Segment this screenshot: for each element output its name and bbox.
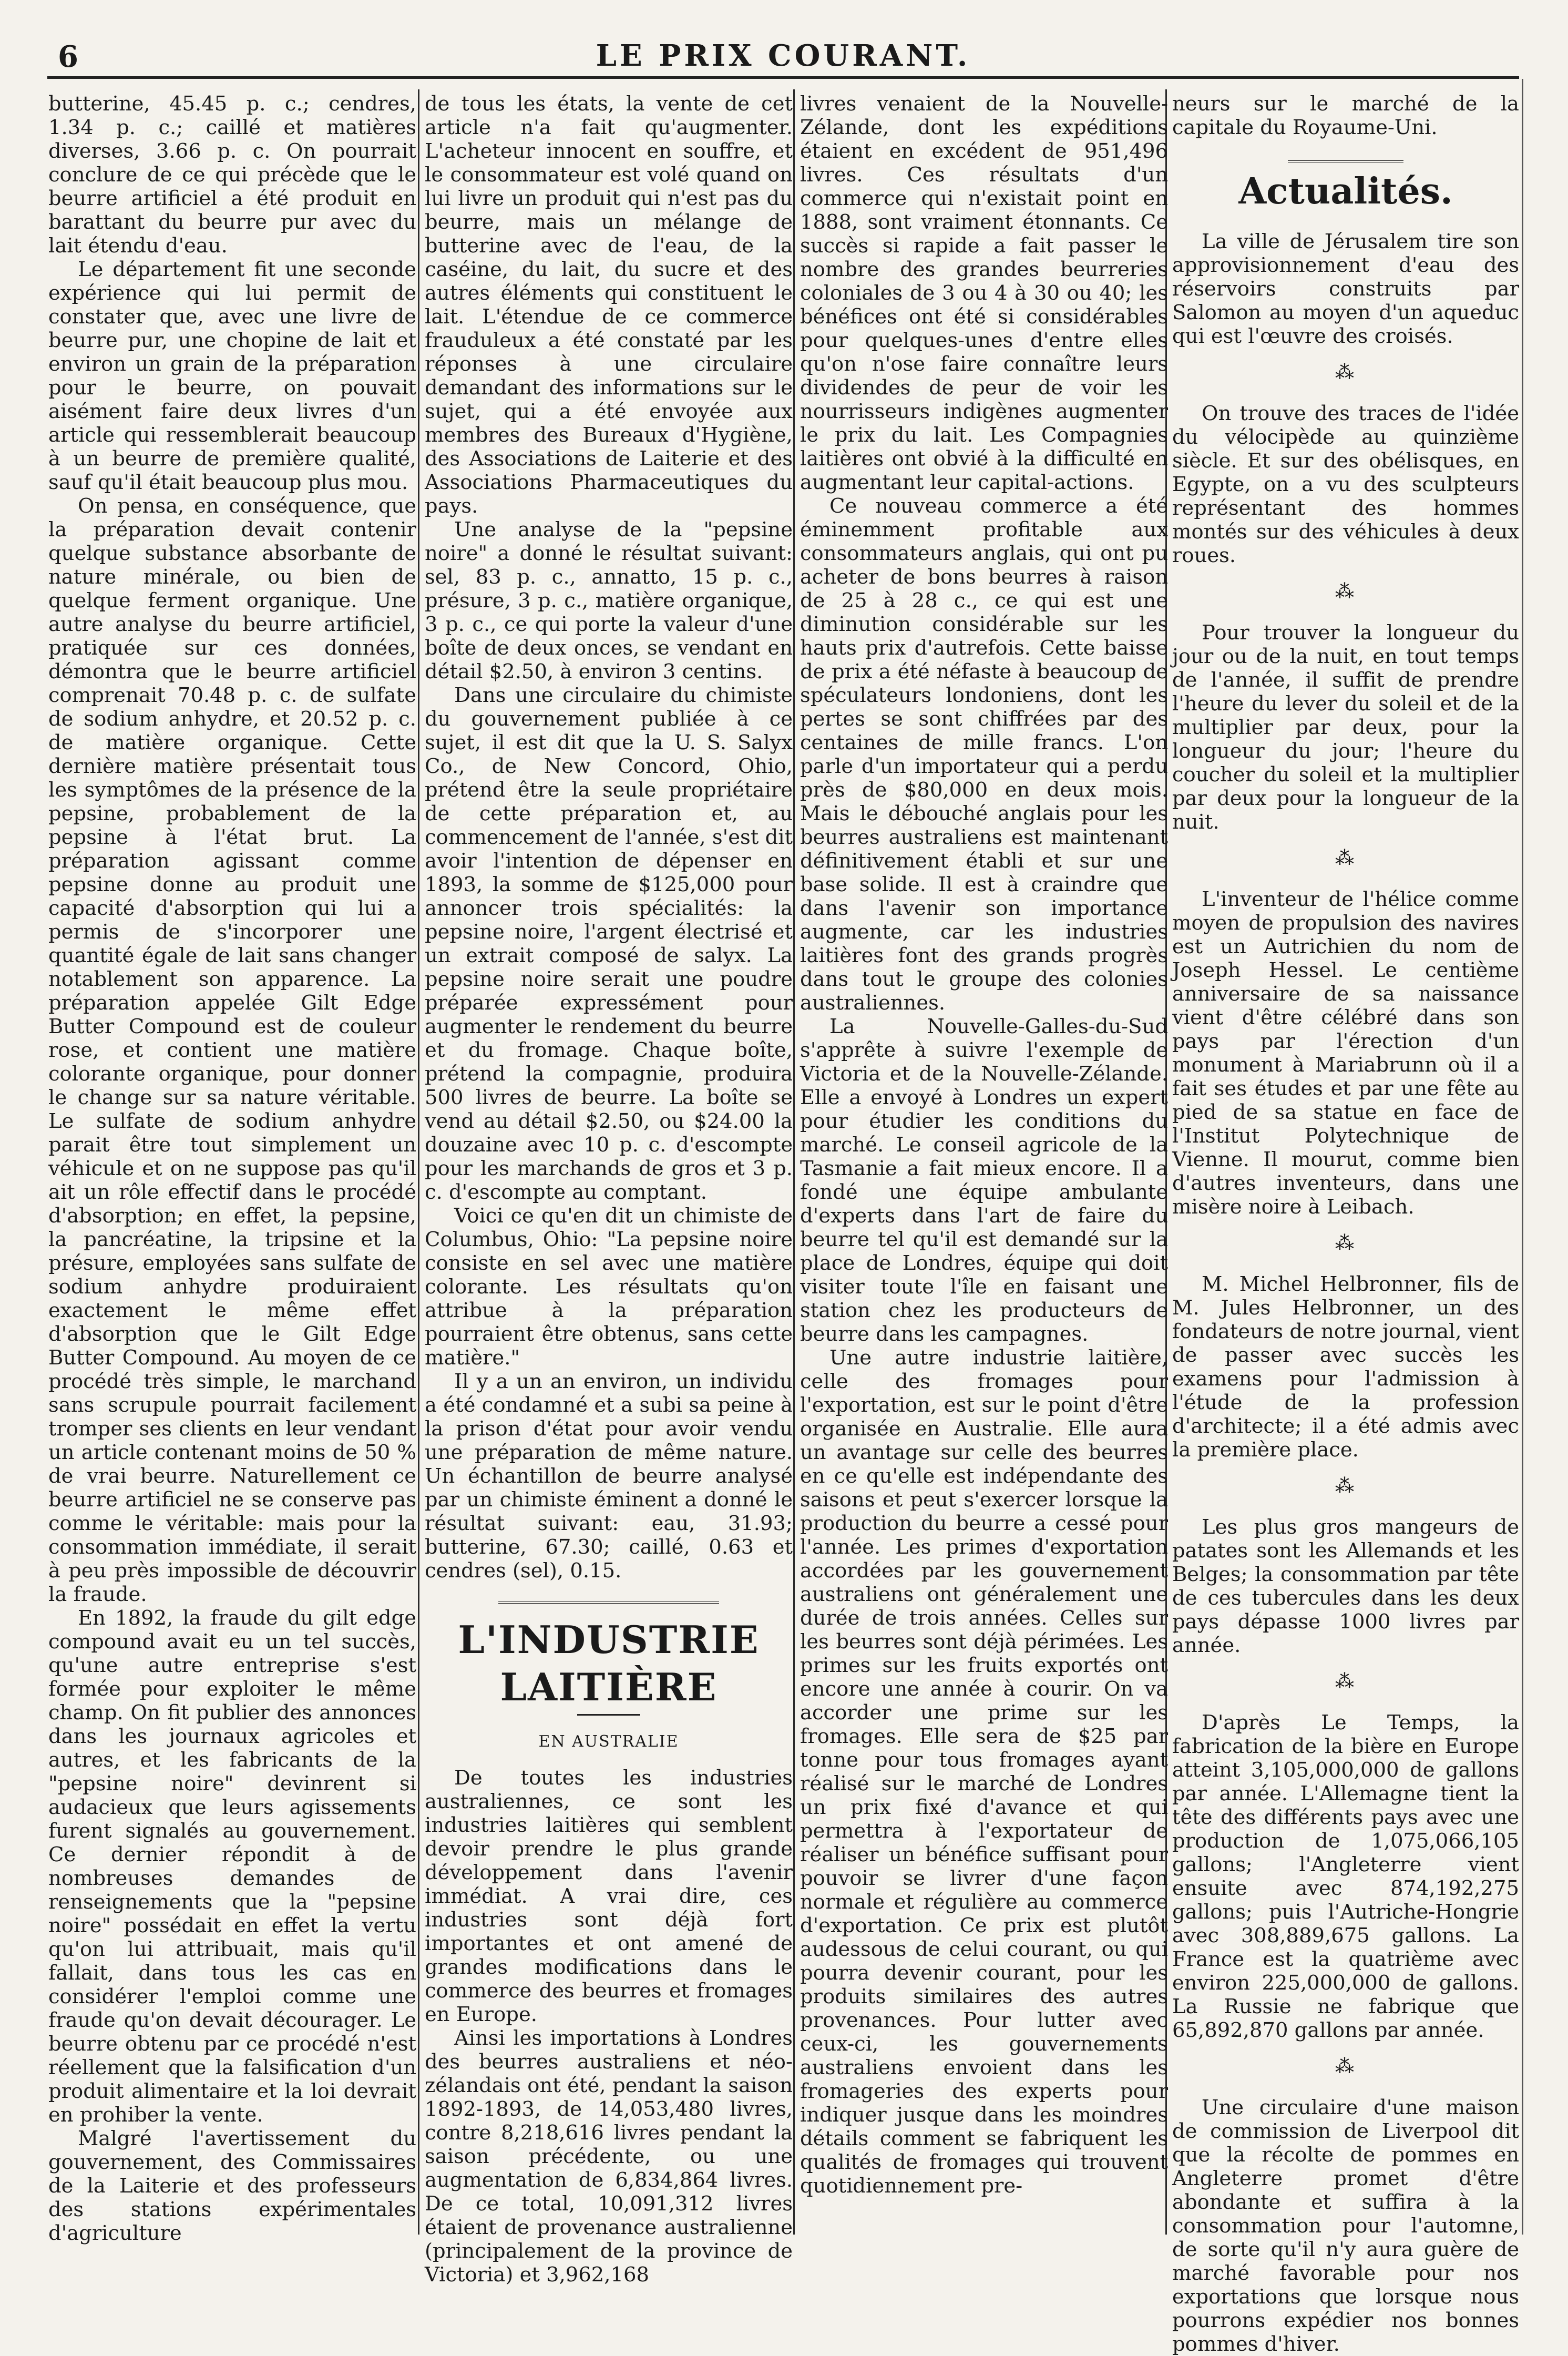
section-rule [498, 1602, 719, 1607]
separator-stars: ⁂ [1335, 2056, 1356, 2077]
separator-stars: ⁂ [1335, 362, 1356, 383]
separator-stars: ⁂ [1335, 1671, 1356, 1692]
separator-stars: ⁂ [1335, 581, 1356, 603]
news-item: Une circulaire d'une maison de commission de Liverpool dit que la récolte de pommes en Angleterre promet d'être abondante et suffira à la consommation pour l'automne, de sorte qu'il n'y aura guère de marché favorable pour nos exportations que lorsque nous pourrons expédier nos bonnes pommes d'hiver. [1172, 2096, 1519, 2356]
paragraph: Le département fit une seconde expérience qui lui permit de constater que, avec une livre de beurre pur, une chopine de lait et environ un grain de la préparation pour le beurre, on pouvait aisément faire deux livres d'un article qui ressemblerait beaucoup à un beurre de première qualité, sauf qu'il était beaucoup plus mou. [48, 258, 416, 494]
masthead-title: LE PRIX COURANT. [596, 38, 971, 73]
separator-stars: ⁂ [1335, 848, 1356, 869]
paragraph: Dans une circulaire du chimiste du gouvernement publiée à ce sujet, il est dit que la U. S. Salyx Co., de New Concord, Ohio, prétend être la seule propriétaire de cette préparation et, au commencement de l'année, s'est dit avoir l'intention de dépenser en 1893, la somme de $125,000 pour annoncer trois spécialités: la pepsine noire, l'argent électrisé et un extrait composé de salyx. La pepsine noire serait une poudre préparée expressément pour augmenter le rendement du beurre et du fromage. Chaque boîte, prétend la compagnie, produira 500 livres de beurre. La boîte se vend au détail $2.50, ou $24.00 la douzaine avec 10 p. c. d'escompte pour les marchands de gros et 3 p. c. d'escompte au comptant. [425, 684, 793, 1204]
news-item: L'inventeur de l'hélice comme moyen de propulsion des navires est un Autrichien du nom de Joseph Hessel. Le centième anniversaire de sa naissance vient d'être célébré dans son pays par l'érection d'un monument à Mariabrunn où il a fait ses études et par une fête au pied de sa statue en face de l'Institut Polytechnique de Vienne. Il mourut, comme bien d'autres inventeurs, dans une misère noire à Leibach. [1172, 888, 1519, 1219]
paragraph: Une autre industrie laitière, celle des fromages pour l'exportation, est sur le point d'être organisée en Australie. Elle aura un avantage sur celle des beurres en ce qu'elle est indépendante des saisons et peut s'exercer lorsque la production du beurre a cessé pour l'année. Les primes d'exportation accordées par les gouvernement australiens ont généralement une durée de trois années. Celles sur les beurres sont déjà périmées. Les primes sur les fruits exportés ont encore une année à courir. On va accorder une prime sur les fromages. Elle sera de $25 par tonne pour tous fromages ayant réalisé sur le marché de Londres un prix fixé d'avance et qui permettra à l'exportateur de réaliser un bénéfice suffisant pour pouvoir se livrer d'une façon normale et régulière au commerce d'exportation. Ce prix est plutôt audessous de celui courant, ou qui pourra devenir courant, pour les produits similaires des autres provenances. Pour lutter avec ceux-ci, les gouvernements australiens envoient dans les fromageries des experts pour indiquer jusque dans les moindres détails comment se fabriquent les qualités de fromages qui trouvent quotidiennement pre- [800, 1346, 1168, 2198]
separator-stars: ⁂ [1335, 1475, 1356, 1497]
column-1 [48, 92, 416, 2245]
paragraph: Une analyse de la "pepsine noire" a donné le résultat suivant: sel, 83 p. c., annatto, 15 p. c., présure, 3 p. c., matière organique, 3 p. c., ce qui porte la valeur d'une boîte de deux onces, se vendant en détail $2.50, à environ 3 centins. [425, 518, 793, 684]
paragraph: Il y a un an environ, un individu a été condamné et a subi sa peine à la prison d'état pour avoir vendu une préparation de même nature. Un échantillon de beurre analysé par un chimiste éminent a donné le résultat suivant: eau, 31.93; butterine, 67.30; caillé, 0.63 et cendres (sel), 0.15. [425, 1370, 793, 1583]
paragraph: Voici ce qu'en dit un chimiste de Columbus, Ohio: "La pepsine noire consiste en sel avec une matière colorante. Les résultats qu'on attribue à la préparation pourraient être obtenus, sans cette matière." [425, 1204, 793, 1370]
paragraph: livres venaient de la Nouvelle-Zélande, dont les expéditions étaient en excédent de 951,496 livres. Ces résultats d'un commerce qui n'existait point en 1888, sont vraiment étonnants. Ce succès si rapide a fait passer le nombre des grandes beurreries coloniales de 3 ou 4 à 30 ou 40; les bénéfices ont été si considérables pour quelques-unes d'entre elles qu'on n'ose faire connaître leurs dividendes de peur de voir les nourrisseurs indigènes augmenter le prix du lait. Les Compagnies laitières ont obvié à la difficulté en augmentant leur capital-actions. [800, 92, 1168, 494]
column-2 [425, 92, 793, 2287]
section-rule [1288, 160, 1403, 166]
separator-stars: ⁂ [1335, 1232, 1356, 1254]
paragraph: de tous les états, la vente de cet article n'a fait qu'augmenter. L'acheteur innocent en souffre, et le consommateur est volé quand on lui livre un produit qui n'est pas du beurre, mais un mélange de butterine avec de l'eau, de la caséine, du lait, du sucre et des autres éléments qui constituent le lait. L'étendue de ce commerce frauduleux a été constaté par les réponses à une circulaire demandant des informations sur le sujet, qui a été envoyée aux membres des Bureaux d'Hygiène, des Associations de Laiterie et des Associations Pharmaceutiques du pays. [425, 92, 793, 518]
actualites-title: Actualités. [1238, 170, 1453, 212]
news-item: D'après Le Temps, la fabrication de la bière en Europe atteint 3,105,000,000 de gallons par année. L'Allemagne tient la tête des différents pays avec une production de 1,075,066,105 gallons; l'Angleterre vient ensuite avec 874,192,275 gallons; puis l'Autriche-Hongrie avec 308,889,675 gallons. La France est la quatrième avec environ 225,000,000 de gallons. La Russie ne fabrique que 65,892,870 gallons par année. [1172, 1711, 1519, 2042]
section-rule [577, 1714, 640, 1716]
news-item: On trouve des traces de l'idée du vélocipède au quinzième siècle. Et sur des obélisques, en Egypte, on a vu des sculpteurs représentant des hommes montés sur des véhicules à deux roues. [1172, 402, 1519, 567]
news-item: Les plus gros mangeurs de patates sont les Allemands et les Belges; la consommation par tête de ces tubercules dans les deux pays dépasse 1000 livres par année. [1172, 1515, 1519, 1657]
page-number: 6 [58, 39, 78, 74]
news-item: M. Michel Helbronner, fils de M. Jules Helbronner, un des fondateurs de notre journal, vient de passer avec succès les examens pour l'admission à l'étude de la profession d'architecte; il a été admis avec la première place. [1172, 1272, 1519, 1462]
news-item: La ville de Jérusalem tire son approvisionnement d'eau des réservoirs construits par Salomon au moyen d'un aqueduc qui est l'œuvre des croisés. [1172, 230, 1519, 348]
page-edge-rule [1522, 79, 1523, 2235]
paragraph: La Nouvelle-Galles-du-Sud s'apprête à suivre l'exemple de Victoria et de la Nouvelle-Zélande. Elle a envoyé à Londres un expert pour étudier les conditions du marché. Le conseil agricole de la Tasmanie a fait mieux encore. Il a fondé une équipe ambulante d'experts dans l'art de faire du beurre tel qu'il est demandé sur la place de Londres, équipe qui doit visiter toute l'île en faisant une station chez les producteurs de beurre dans les campagnes. [800, 1015, 1168, 1346]
paragraph: Ainsi les importations à Londres des beurres australiens et néo-zélandais ont été, pendant la saison 1892-1893, de 14,053,480 livres, contre 8,218,616 livres pendant la saison précédente, ou une augmentation de 6,834,864 livres. De ce total, 10,091,312 livres étaient de provenance australienne (principalement de la province de Victoria) et 3,962,168 [425, 2026, 793, 2287]
column-4 [1172, 92, 1519, 2356]
paragraph: butterine, 45.45 p. c.; cendres, 1.34 p. c.; caillé et matières diverses, 3.66 p. c. On pourrait conclure de ce qui précède que le beurre artificiel a été produit en barattant du beurre pur avec du lait étendu d'eau. [48, 92, 416, 258]
section-subtitle: EN AUSTRALIE [538, 1732, 679, 1751]
paragraph: En 1892, la fraude du gilt edge compound avait eu un tel succès, qu'une autre entreprise s'est formée pour exploiter le même champ. On fit publier des annonces dans les journaux agricoles et autres, et les fabricants de la "pepsine noire" devinrent si audacieux que leurs agissements furent signalés au gouvernement. Ce dernier répondit à de nombreuses demandes de renseignements que la "pepsine noire" possédait en effet la vertu qu'on lui attribuait, mais qu'il fallait, dans tous les cas en considérer l'emploi comme une fraude qu'on devait décourager. Le beurre obtenu par ce procédé n'est réellement que la falsification d'un produit alimentaire et la loi devrait en prohiber la vente. [48, 1606, 416, 2127]
section-title: L'INDUSTRIE LAITIÈRE [458, 1617, 760, 1709]
paragraph: Ce nouveau commerce a été éminemment profitable aux consommateurs anglais, qui ont pu acheter de bons beurres à raison de 25 à 28 c., ce qui est une diminution considérable sur les hauts prix d'autrefois. Cette baisse de prix a été néfaste à beaucoup de spéculateurs londoniens, dont les pertes se sont chiffrées par des centaines de mille francs. L'on parle d'un importateur qui a perdu près de $80,000 en deux mois. Mais le débouché anglais pour les beurres australiens est maintenant définitivement établi et sur une base solide. Il est à craindre que dans l'avenir son importance augmente, car les industries laitières font des grands progrès dans tout le groupe des colonies australiennes. [800, 494, 1168, 1015]
column-rule [418, 89, 419, 2235]
page-header [47, 29, 1519, 79]
column-rule [793, 89, 795, 2235]
paragraph: neurs sur le marché de la capitale du Royaume-Uni. [1172, 92, 1519, 139]
news-item: Pour trouver la longueur du jour ou de la nuit, en tout temps de l'année, il suffit de prendre l'heure du lever du soleil et de la multiplier par deux, pour la longueur du jour; l'heure du coucher du soleil et la multiplier par deux pour la longueur de la nuit. [1172, 621, 1519, 834]
column-3 [800, 92, 1168, 2227]
paragraph: Malgré l'avertissement du gouvernement, des Commissaires de la Laiterie et des professeurs des stations expérimentales d'agriculture [48, 2127, 416, 2245]
paragraph: On pensa, en conséquence, que la préparation devait contenir quelque substance absorbante de nature minérale, ou bien de quelque ferment organique. Une autre analyse du beurre artificiel, pratiquée sur ces données, démontra que le beurre artificiel comprenait 70.48 p. c. de sulfate de sodium anhydre, et 20.52 p. c. de matière organique. Cette dernière matière présentait tous les symptômes de la présence de la pepsine, probablement de la pepsine à l'état brut. La préparation agissant comme pepsine donne au produit une capacité d'absorption qui lui a permis de s'incorporer une quantité égale de lait sans changer notablement son apparence. La préparation appelée Gilt Edge Butter Compound est de couleur rose, et contient une matière colorante organique, pour donner le change sur sa nature véritable. Le sulfate de sodium anhydre parait être tout simplement un véhicule et on ne suppose pas qu'il ait un rôle effectif dans le procédé d'absorption; en effet, la pepsine, la pancréatine, la tripsine et la présure, employées sans sulfate de sodium anhydre produiraient exactement le même effet d'absorption que le Gilt Edge Butter Compound. Au moyen de ce procédé très simple, le marchand sans scrupule pourrait facilement tromper ses clients en leur vendant un article contenant moins de 50 % de vrai beurre. Naturellement ce beurre artificiel ne se conserve pas comme le véritable: mais pour la consommation immédiate, il serait à peu près impossible de découvrir la fraude. [48, 494, 416, 1606]
paragraph: De toutes les industries australiennes, ce sont les industries laitières qui semblent devoir prendre le plus grande développement dans l'avenir immédiat. A vrai dire, ces industries sont déjà fort importantes et ont amené de grandes modifications dans le commerce des beurres et fromages en Europe. [425, 1766, 793, 2026]
